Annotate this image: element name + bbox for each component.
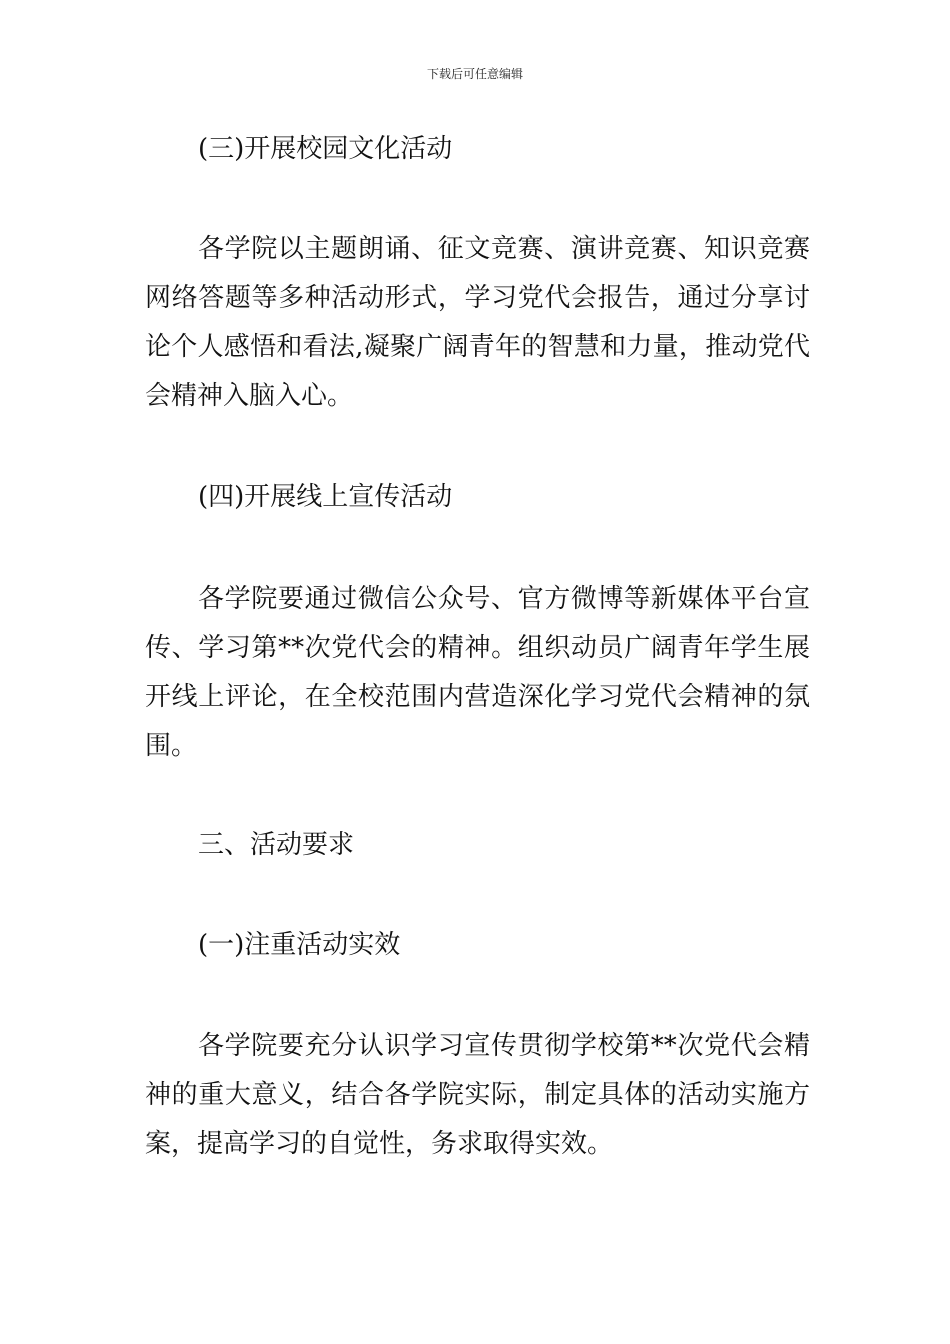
- page-header-note: 下载后可任意编辑: [426, 67, 523, 81]
- subheading-effectiveness: (一)注重活动实效: [198, 930, 401, 960]
- subheading-campus-culture: (三)开展校园文化活动: [198, 134, 453, 164]
- section-heading-requirements: 三、活动要求: [198, 830, 355, 860]
- paragraph-online-publicity: 各学院要通过微信公众号、官方微博等新媒体平台宣传、学习第**次党代会的精神。组织动员广阔青年学生展开线上评论，在全校范围内营造深化学习党代会精神的氛围。: [145, 584, 810, 761]
- subheading-online-publicity: (四)开展线上宣传活动: [198, 482, 453, 512]
- paragraph-effectiveness: 各学院要充分认识学习宣传贯彻学校第**次党代会精神的重大意义，结合各学院实际，制定具体的活动实施方案，提高学习的自觉性，务求取得实效。: [145, 1031, 810, 1159]
- paragraph-campus-culture: 各学院以主题朗诵、征文竞赛、演讲竞赛、知识竞赛网络答题等多种活动形式，学习党代会报告，通过分享讨论个人感悟和看法,凝聚广阔青年的智慧和力量，推动党代会精神入脑入心。: [145, 234, 810, 411]
